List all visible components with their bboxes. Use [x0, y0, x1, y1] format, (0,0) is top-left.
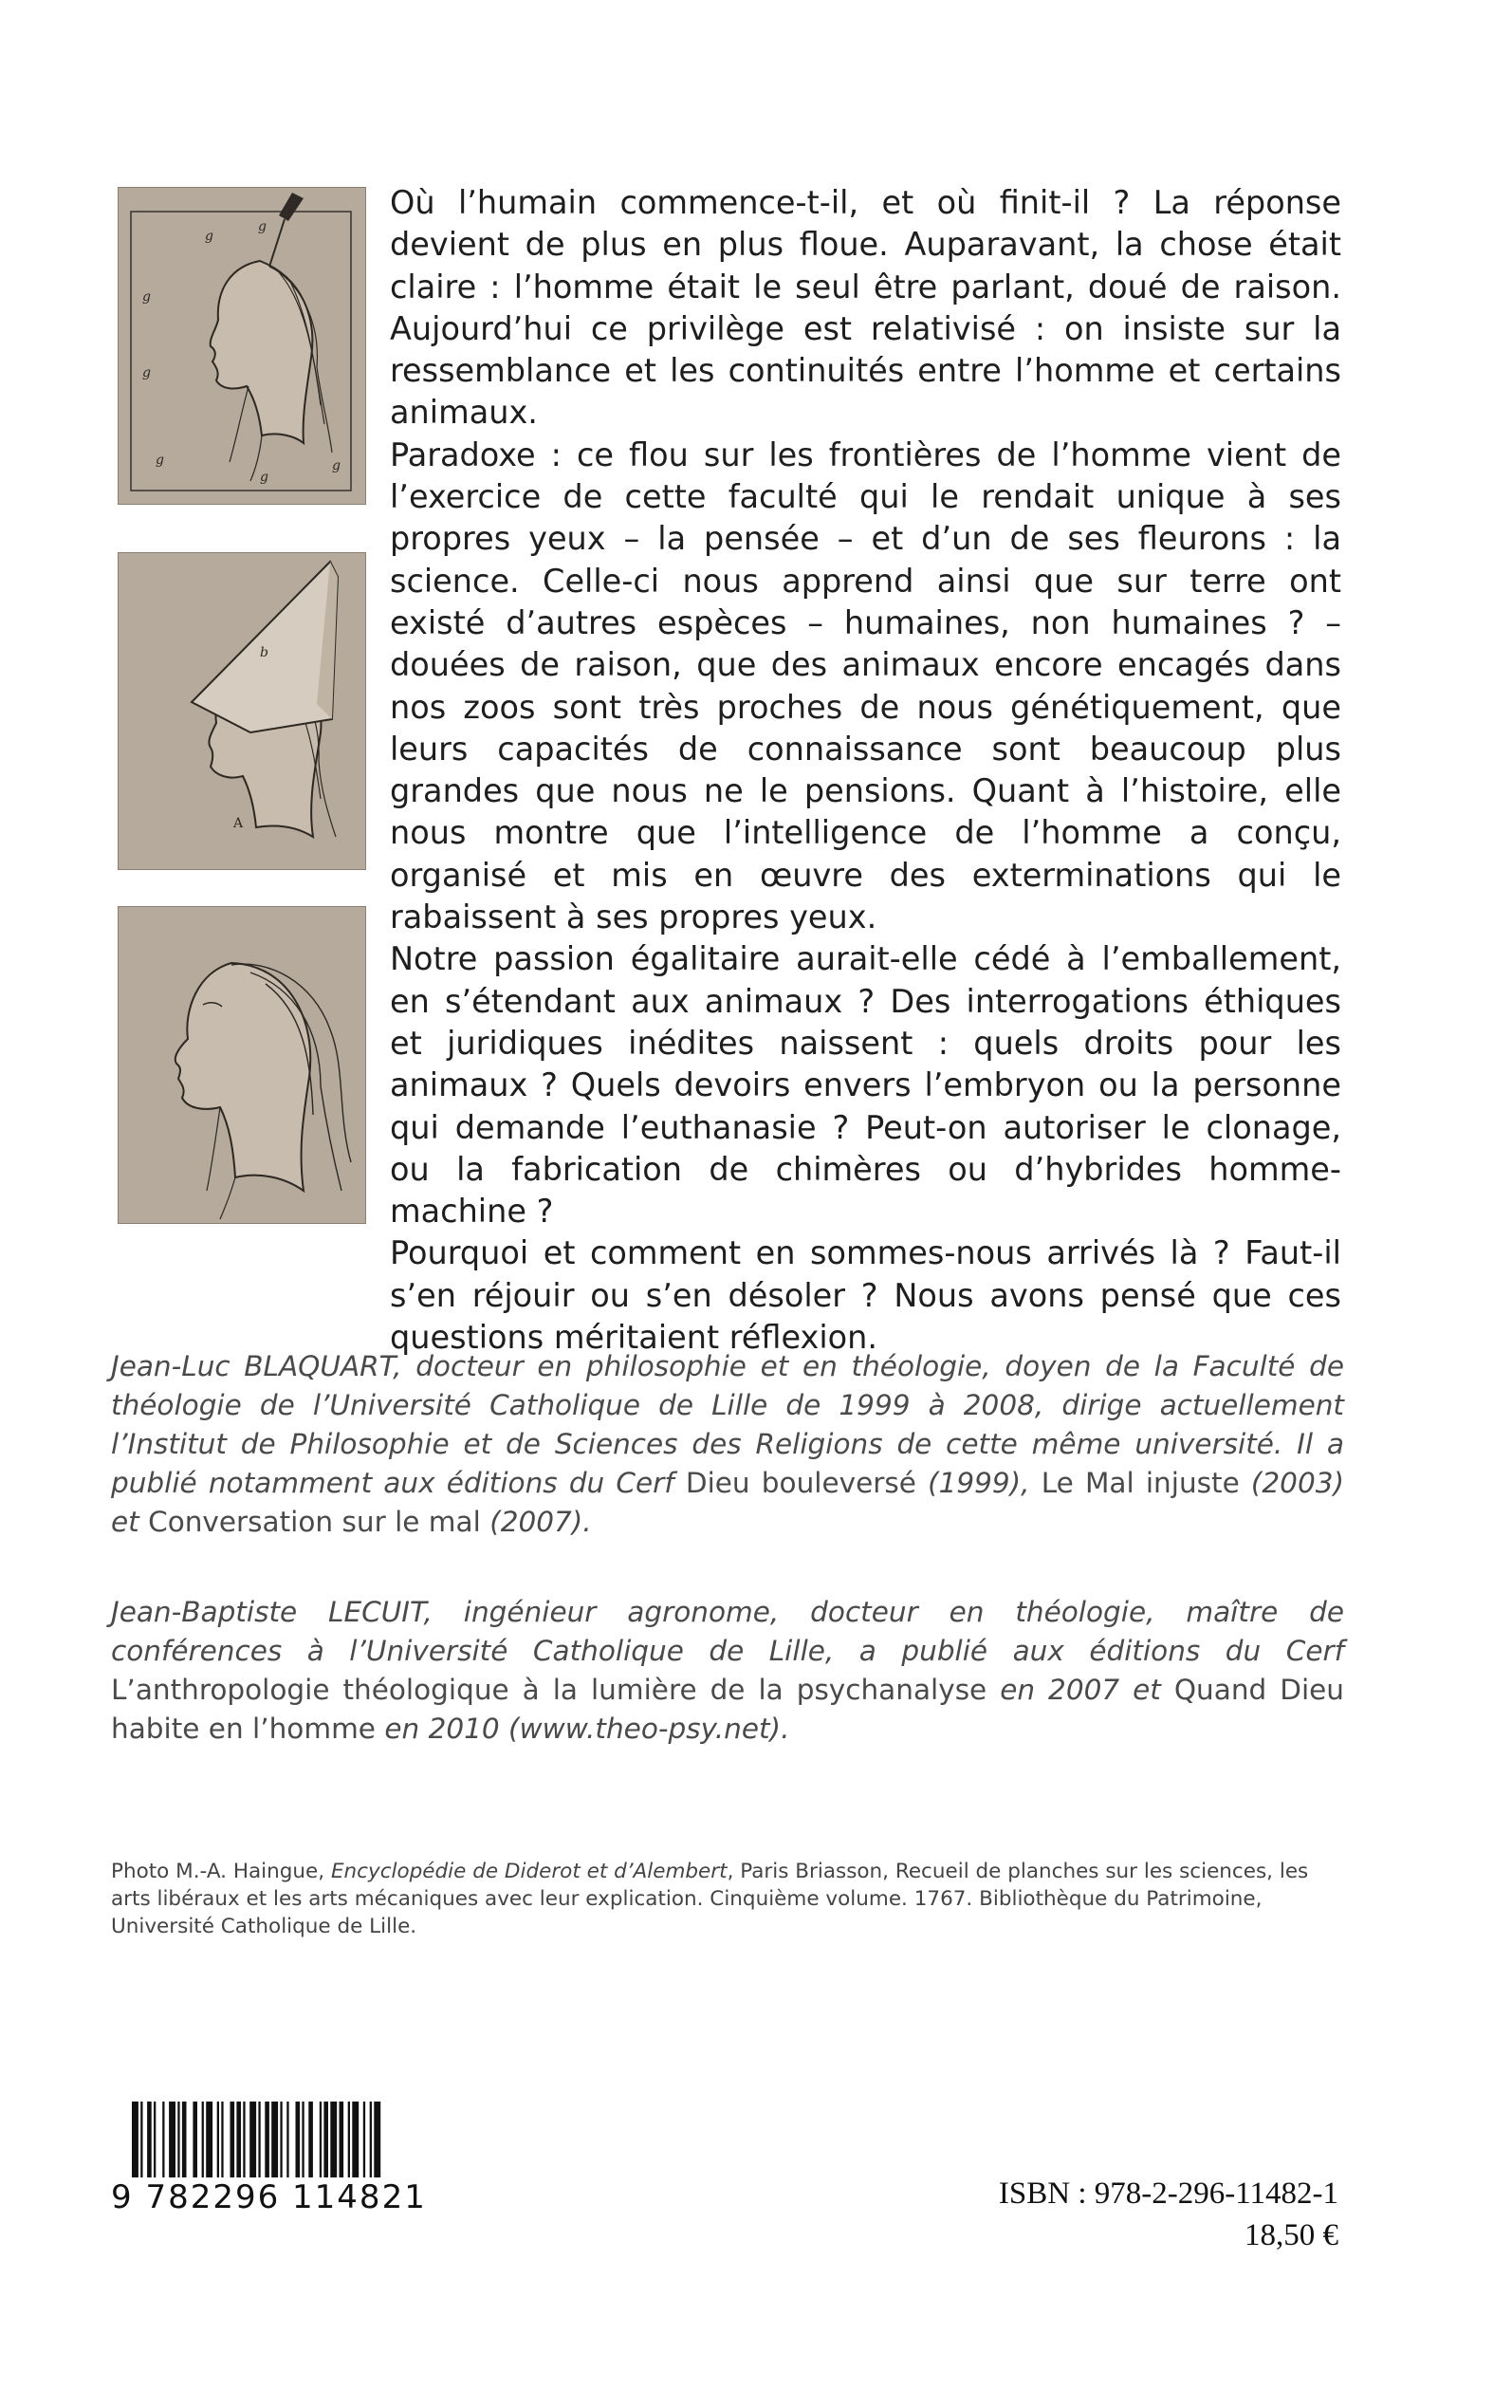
barcode-bar [147, 2102, 152, 2177]
barcode-bar [206, 2102, 212, 2177]
bio-text: Jean-Luc BLAQUART, docteur en philosophie et en théologie, doyen de la Faculté de théologie de l’Université Catholique de Lille de 1999 à 2008, dirige actuellement l’Institut de Philosophie et de Sciences des Religions de cette même université. Il a publié notamment aux éditions du Cerf [111, 1350, 1344, 1499]
blurb-paragraph: Pourquoi et comment en sommes-nous arrivés là ? Faut-il s’en réjouir ou s’en désoler ? Nous avons pensé que ces questions méritaient réflexion. [390, 1234, 1341, 1357]
barcode-bar [280, 2102, 282, 2177]
blurb-paragraph: Notre passion égalitaire aurait-elle cédé à l’emballement, en s’étendant aux animaux ? Des interrogations éthiques et juridiques inédites naissent : quels droits pour les animaux ? Quels devoirs envers l’embryon ou la personne qui demande l’euthanasie ? Peut-on autoriser le clonage, ou la fabrication de chimères ou d’hybrides homme-machine ? [390, 940, 1341, 1231]
barcode-bar [177, 2102, 179, 2177]
barcode-bar [182, 2102, 187, 2177]
svg-text:g: g [142, 289, 151, 305]
barcode-bar [202, 2102, 204, 2177]
barcode-bar [296, 2102, 301, 2177]
book-title: Dieu bouleversé [685, 1467, 916, 1499]
svg-text:A: A [233, 816, 244, 831]
author-bio-lecuit [111, 1593, 1344, 1749]
book-title: L’anthropologie théologique à la lumière de la psychanalyse [111, 1674, 987, 1706]
svg-text:g: g [205, 229, 213, 244]
barcode-bar [236, 2102, 241, 2177]
barcode-bar [320, 2102, 322, 2177]
barcode-bar [363, 2102, 365, 2177]
barcode-bar [140, 2102, 142, 2177]
barcode [111, 2102, 448, 2253]
isbn-block [999, 2173, 1338, 2256]
blurb-paragraph: Où l’humain commence-t-il, et où finit-il ? La réponse devient de plus en plus floue. Auparavant, la chose était claire : l’homme était le seul être parlant, doué de raison. Aujourd’hui ce privilège est relativisé : on insiste sur la ressemblance et les continuités entre l’homme et certains animaux. [390, 184, 1341, 432]
engraving-head-portrait-illustration [118, 906, 366, 1224]
barcode-bar [370, 2102, 372, 2177]
barcode-bar [217, 2102, 219, 2177]
barcode-bars [111, 2102, 448, 2177]
barcode-bar [330, 2102, 337, 2177]
barcode-bar [132, 2102, 138, 2177]
barcode-bar [323, 2102, 328, 2177]
barcode-bar [265, 2102, 269, 2177]
engraving-plate-profile-with-cone [118, 552, 366, 870]
barcode-bar [193, 2102, 197, 2177]
barcode-bar [154, 2102, 156, 2177]
book-title: Conversation sur le mal [148, 1506, 481, 1538]
credit-text: Photo M.-A. Haingue, [111, 1860, 331, 1883]
svg-text:g: g [258, 219, 267, 234]
blurb-paragraph: Paradoxe : ce flou sur les frontières de l’homme vient de l’exercice de cette faculté qui le rendait unique à ses propres yeux – la pensée – et d’un de ses fleurons : la science. Celle-ci nous apprend ainsi que sur terre ont existé d’autres espèces – humaines, non humaines ? – douées de raison, que des animaux encore encagés dans nos zoos sont très proches de nous génétiquement, que leurs capacités de connaissance sont beaucoup plus grandes que nous ne le pensions. Quant à l’histoire, elle nous montre que l’intelligence de l’homme a conçu, organisé et mis en œuvre des exterminations qui le rabaissent à ses propres yeux. [390, 435, 1341, 936]
bio-text: en 2007 et [986, 1674, 1174, 1706]
isbn-number: ISBN : 978-2-296-11482-1 [998, 2176, 1338, 2211]
price: 18,50 € [1245, 2218, 1338, 2252]
barcode-bar [258, 2102, 260, 2177]
engraving-head-cone-illustration [118, 552, 366, 870]
engraving-plate-profile-with-probe [118, 187, 366, 505]
barcode-bar [308, 2102, 313, 2177]
svg-text:g: g [156, 453, 164, 468]
svg-text:g: g [260, 470, 268, 485]
barcode-bar [162, 2102, 164, 2177]
bio-text: (2007). [480, 1506, 592, 1538]
bio-text: (2003) et [111, 1467, 1345, 1538]
barcode-bar [352, 2102, 359, 2177]
barcode-bar [249, 2102, 256, 2177]
engraving-head-probe-illustration [118, 187, 366, 505]
svg-text:b: b [260, 645, 268, 660]
barcode-bar [340, 2102, 344, 2177]
barcode-bar [230, 2102, 235, 2177]
barcode-bar [271, 2102, 278, 2177]
credit-source-title: Encyclopédie de Diderot et d’Alembert [330, 1860, 728, 1883]
barcode-bar [286, 2102, 288, 2177]
book-title: Le Mal injuste [1041, 1467, 1240, 1499]
bio-text: (1999), [915, 1467, 1042, 1499]
barcode-bar [302, 2102, 304, 2177]
bio-text: Jean-Baptiste LECUIT, ingénieur agronome, docteur en théologie, maître de conférences à l’Université Catholique de Lille, a publié aux éditions du Cerf [111, 1596, 1344, 1667]
barcode-bar [169, 2102, 175, 2177]
barcode-digits: 9 782296 114821 [111, 2178, 427, 2216]
credit-text: , Paris Briasson, Recueil de planches sur les sciences, les arts libéraux et les arts mécaniques avec leur explication. Cinquième volume. 1767. Bibliothèque du Patrimoine, Université Catholique de Lille. [111, 1860, 1309, 1938]
barcode-bar [243, 2102, 245, 2177]
barcode-bar [221, 2102, 223, 2177]
book-title: Quand Dieu habite en l’homme [111, 1674, 1344, 1745]
photo-credit [111, 1858, 1344, 1940]
svg-text:g: g [332, 458, 341, 473]
bio-text: en 2010 (www.theo-psy.net). [375, 1713, 790, 1745]
barcode-bar [374, 2102, 380, 2177]
blurb-text [390, 182, 1341, 1359]
svg-text:g: g [142, 365, 151, 380]
author-bio-blaquart [111, 1347, 1344, 1542]
barcode-bar [348, 2102, 350, 2177]
engraving-plate-profile-portrait [118, 906, 366, 1224]
